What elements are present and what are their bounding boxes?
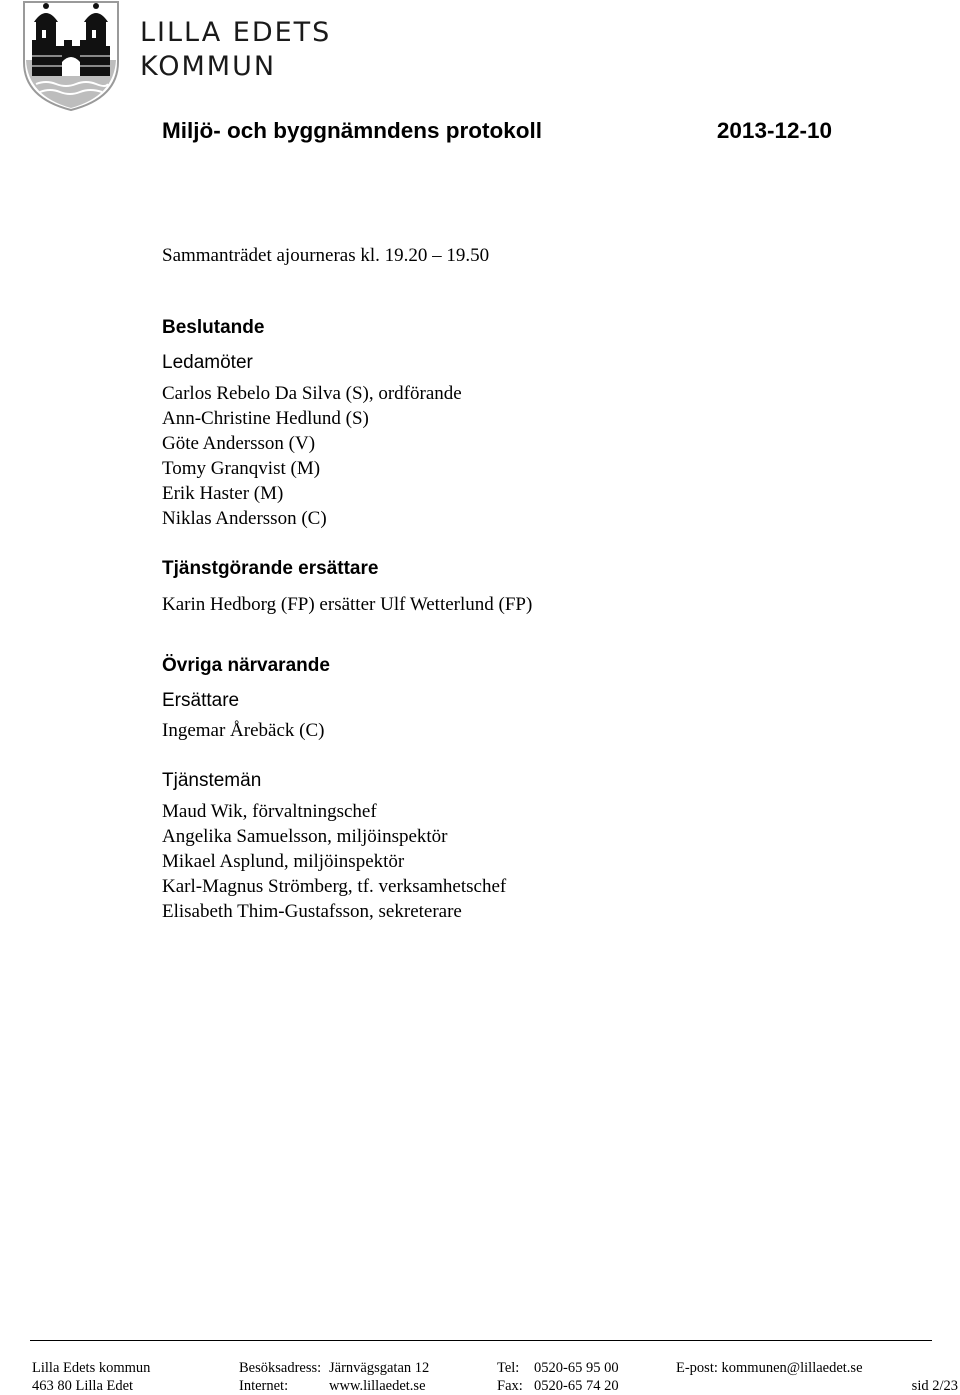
section-heading-beslutande: Beslutande [162, 317, 265, 338]
list-item: Karl-Magnus Strömberg, tf. verksamhetschef [162, 876, 507, 897]
list-item: Karin Hedborg (FP) ersätter Ulf Wetterlund (FP) [162, 594, 533, 615]
footer-tel-label: Tel: [497, 1360, 520, 1376]
document-date: 2013-12-10 [716, 118, 832, 143]
list-item: Ingemar Årebäck (C) [162, 720, 325, 741]
section-heading-ovriga: Övriga närvarande [162, 655, 330, 676]
document-title: Miljö- och byggnämndens protokoll [162, 118, 542, 143]
footer-fax-label: Fax: [497, 1378, 523, 1394]
list-item: Ann-Christine Hedlund (S) [162, 408, 369, 429]
footer-postal: 463 80 Lilla Edet [32, 1378, 134, 1394]
footer-page-number: sid 2/23 [911, 1378, 958, 1394]
substitute-list [162, 592, 532, 617]
logo-line-2: KOMMUN [140, 51, 277, 82]
member-list [162, 381, 462, 531]
footer-org: Lilla Edets kommun [32, 1360, 151, 1376]
footer-visit-label: Besöksadress: [239, 1360, 322, 1376]
list-item: Angelika Samuelsson, miljöinspektör [162, 826, 448, 847]
footer-internet-link[interactable]: www.lillaedet.se [329, 1378, 426, 1394]
municipality-logo [22, 0, 332, 115]
footer-tel-value: 0520-65 95 00 [534, 1360, 619, 1376]
coat-of-arms-icon [22, 0, 120, 112]
list-item: Elisabeth Thim-Gustafsson, sekreterare [162, 901, 462, 922]
subheading-ledamoter: Ledamöter [162, 352, 253, 373]
logo-wordmark [140, 16, 331, 84]
footer-divider [30, 1340, 932, 1341]
footer-internet-label: Internet: [239, 1378, 289, 1394]
list-item: Maud Wik, förvaltningschef [162, 801, 377, 822]
footer-fax-value: 0520-65 74 20 [534, 1378, 619, 1394]
list-item: Göte Andersson (V) [162, 433, 316, 454]
adjournment-note: Sammanträdet ajourneras kl. 19.20 – 19.50 [162, 245, 490, 266]
footer-email-link[interactable]: E-post: kommunen@lillaedet.se [676, 1360, 863, 1376]
footer-visit-value: Järnvägsgatan 12 [329, 1360, 430, 1376]
list-item: Erik Haster (M) [162, 483, 284, 504]
subheading-ersattare: Ersättare [162, 690, 240, 711]
list-item: Tomy Granqvist (M) [162, 458, 321, 479]
list-item: Niklas Andersson (C) [162, 508, 327, 529]
list-item: Mikael Asplund, miljöinspektör [162, 851, 405, 872]
officials-list [162, 799, 506, 924]
section-heading-tjanstgorande: Tjänstgörande ersättare [162, 558, 379, 579]
list-item: Carlos Rebelo Da Silva (S), ordförande [162, 383, 462, 404]
logo-line-1: LILLA EDETS [140, 17, 332, 48]
deputy-list [162, 718, 324, 743]
subheading-tjansteman: Tjänstemän [162, 770, 262, 791]
document-header [162, 118, 832, 152]
